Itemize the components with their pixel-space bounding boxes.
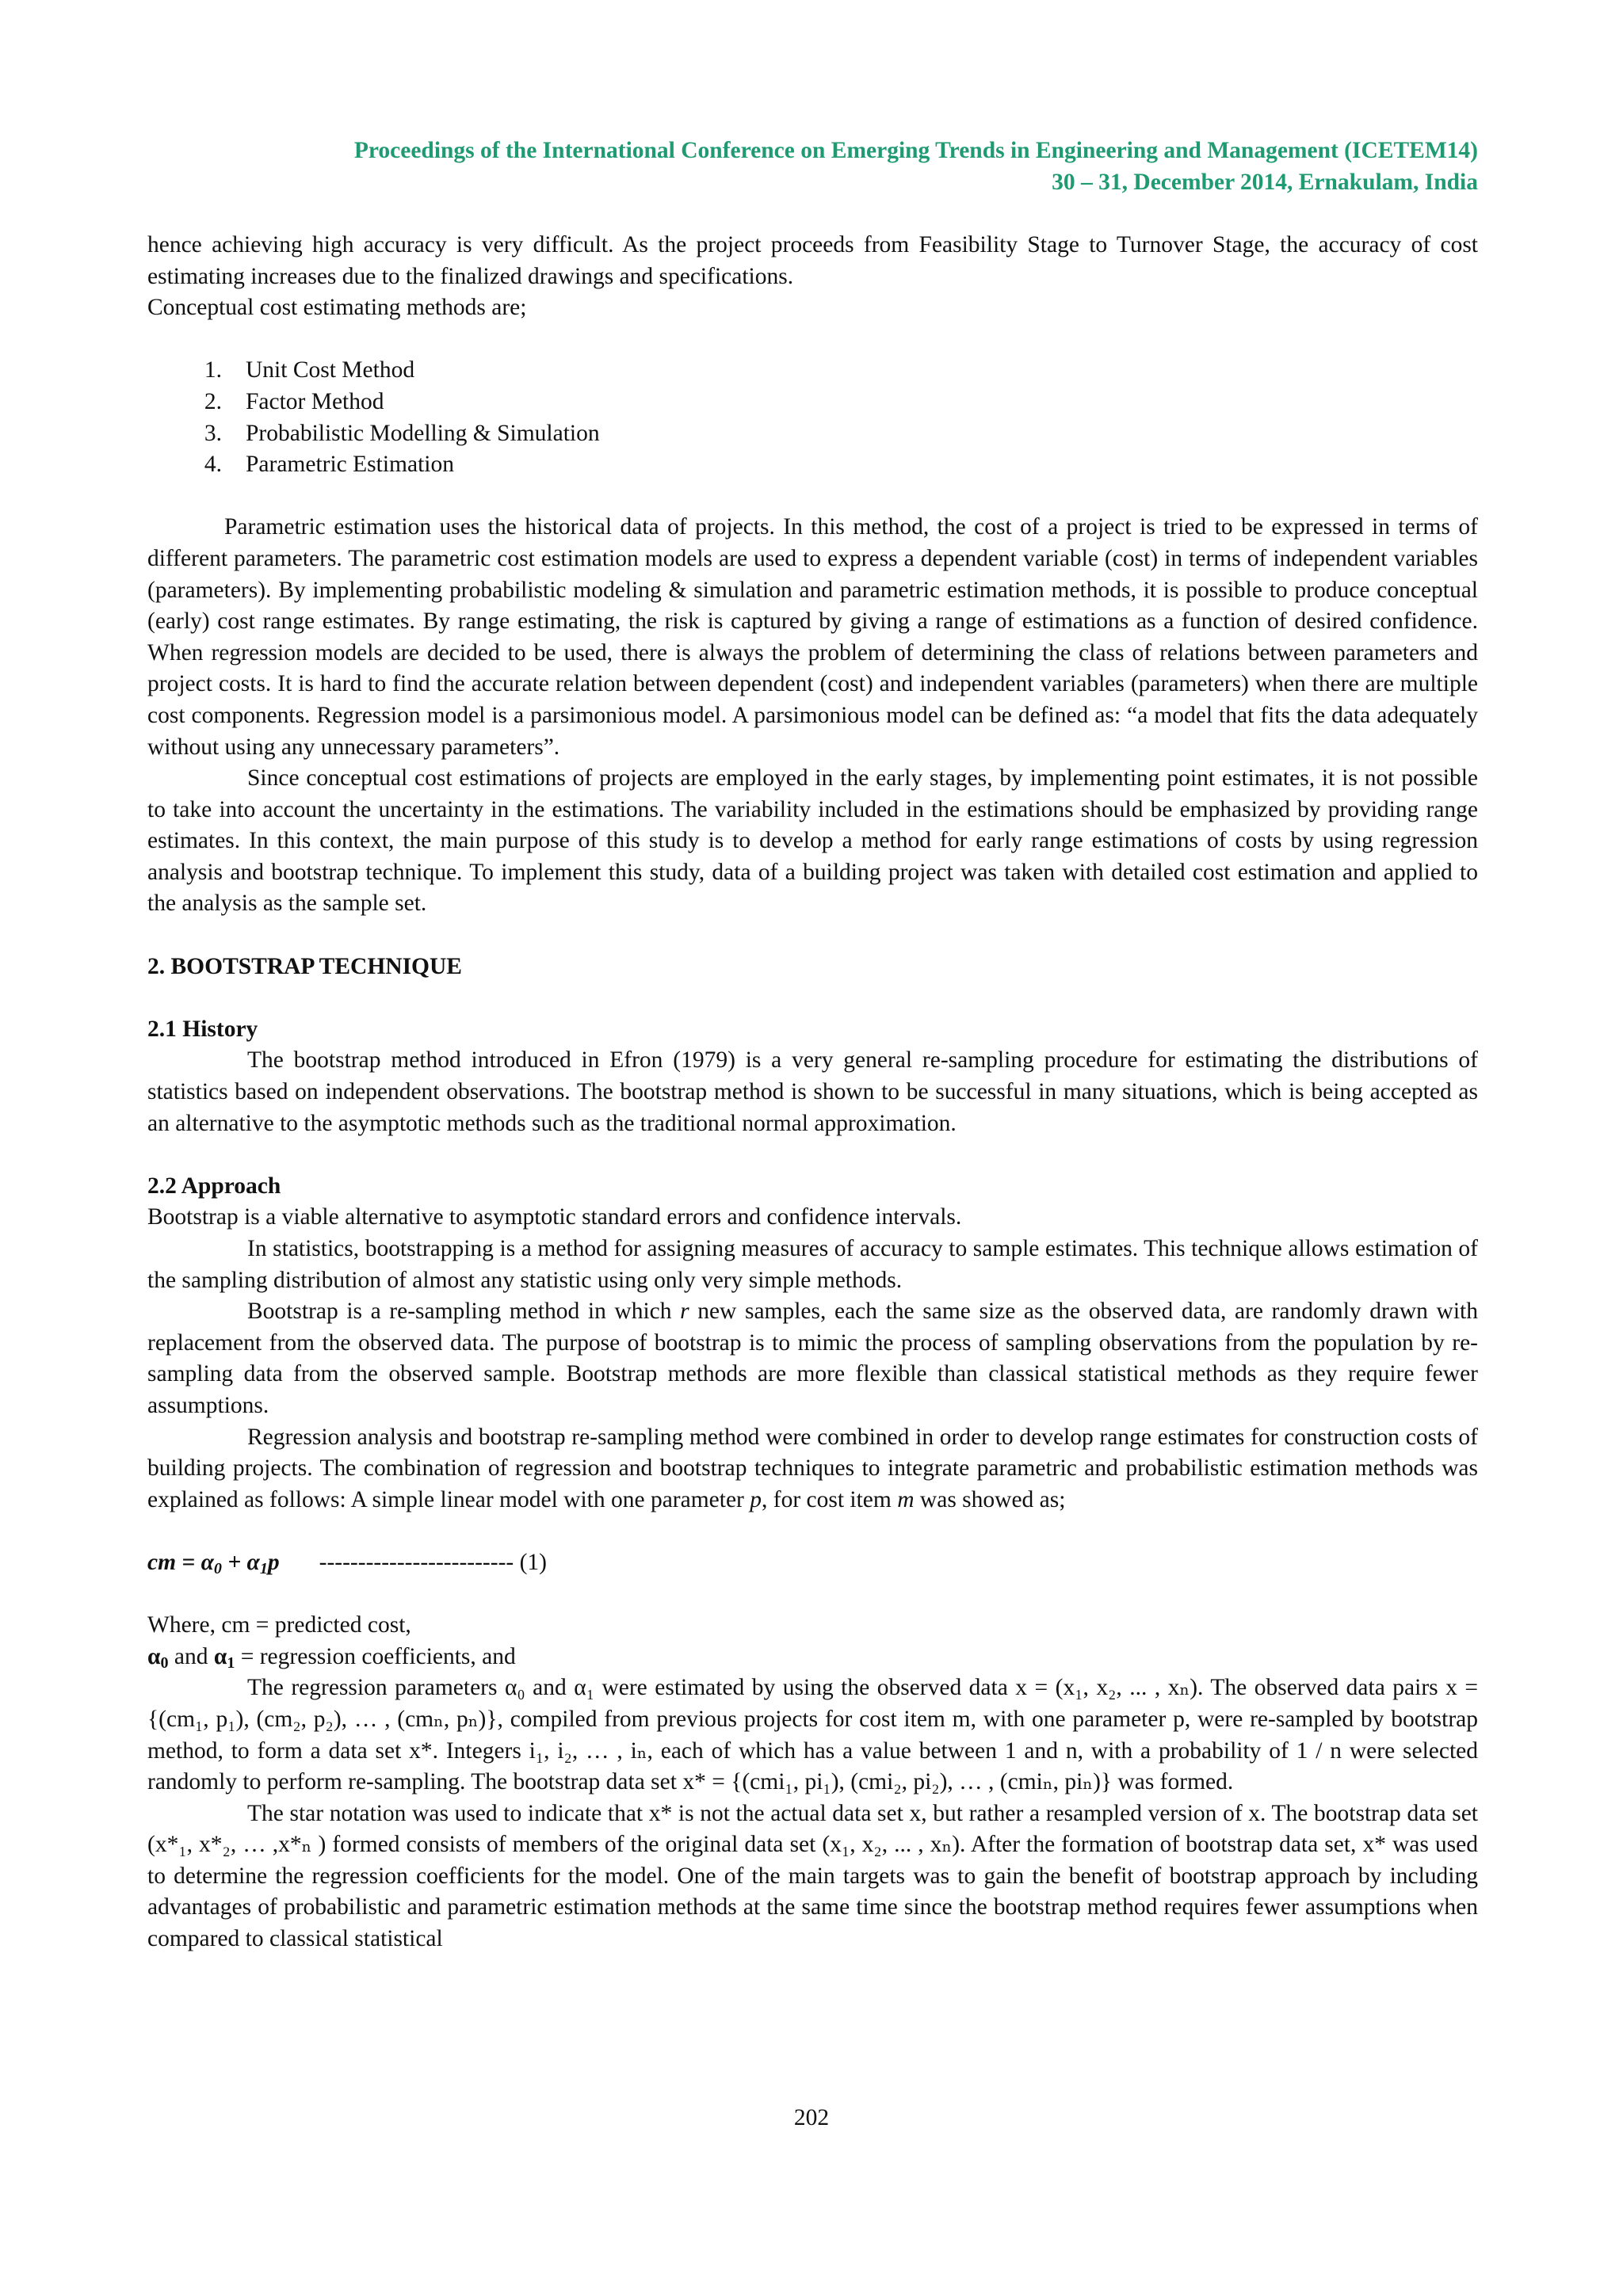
body-text: [147, 230, 1478, 1955]
approach-paragraph-2: In statistics, bootstrapping is a method for assigning measures of accuracy to sample estimates. This technique allows estimation of the sampling distribution of almost any statistic using only very simple methods.: [147, 1236, 1478, 1293]
equation-1: cm = $\alpha_0 + \alpha_1p$ ------------------------- (1): [147, 1549, 547, 1577]
subsection-heading-approach: 2.2 Approach: [147, 1173, 281, 1199]
proceedings-header: [147, 135, 1478, 198]
regression-paragraph-1: The regression parameters α₀ and α₁ were estimated by using the observed data x = (x₁, x₂, ... , xₙ). The observed data pairs x = {(cm₁, p₁), (cm₂, p₂), … , (cmₙ, pₙ)}, compiled from previous projects for cost item m, with one parameter p, were re-sampled by bootstrap method, to form a data set x*. Integers i₁, i₂, … , iₙ, each of which has a value between 1 and n, with a probability of 1 / n were selected randomly to perform re-sampling. The bootstrap data set x* = {(cmi₁, pi₁), (cmi₂, pi₂), … , (cmiₙ, piₙ)} was formed.: [147, 1675, 1478, 1795]
subsection-heading-history: 2.1 History: [147, 1016, 258, 1042]
intro-paragraph: hence achieving high accuracy is very difficult. As the project proceeds from Feasibility Stage to Turnover Stage, the accuracy of cost estimating increases due to the finalized drawings and specifications.: [147, 232, 1478, 289]
list-item: 2. Factor Method: [204, 388, 384, 414]
range-estimate-paragraph: Since conceptual cost estimations of projects are employed in the early stages, by implementing point estimates, it is not possible to take into account the uncertainty in the estimations. The variability included in the estimations should be emphasized by providing range estimates. In this context, the main purpose of this study is to develop a method for early range estimations of costs by using regression analysis and bootstrap technique. To implement this study, data of a building project was taken with detailed cost estimation and applied to the analysis as the sample set.: [147, 765, 1478, 917]
approach-paragraph-3: Bootstrap is a re-sampling method in which r new samples, each the same size as the observed data, are randomly drawn with replacement from the observed data. The purpose of bootstrap is to mimic the process of sampling observations from the population by re-sampling data from the observed sample. Bootstrap methods are more flexible than classical statistical methods as they require fewer assumptions.: [147, 1299, 1478, 1418]
parametric-paragraph: Parametric estimation uses the historical data of projects. In this method, the cost of a project is tried to be expressed in terms of different parameters. The parametric cost estimation models are used to express a dependent variable (cost) in terms of independent variables (parameters). By implementing probabilistic modeling & simulation and parametric estimation methods, it is possible to produce conceptual (early) cost range estimates. By range estimating, the risk is captured by giving a range of estimations as a function of desired confidence. When regression models are decided to be used, there is always the problem of determining the class of relations between parameters and project costs. It is hard to find the accurate relation between dependent (cost) and independent variables (parameters) when there are multiple cost components. Regression model is a parsimonious model. A parsimonious model can be defined as: “a model that fits the data adequately without using any unnecessary parameters”.: [147, 514, 1478, 760]
list-item: 1. Unit Cost Method: [204, 357, 415, 383]
section-heading: 2. BOOTSTRAP TECHNIQUE: [147, 953, 462, 979]
page-number: 202: [793, 2105, 830, 2130]
regression-paragraph-2: The star notation was used to indicate that x* is not the actual data set x, but rather a resampled version of x. The bootstrap data set (x*₁, x*₂, … ,x*ₙ ) formed consists of members of the original data set (x₁, x₂, ... , xₙ). After the formation of bootstrap data set, x* was used to determine the regression coefficients for the model. One of the main targets was to gain the benefit of bootstrap approach by including advantages of probabilistic and parametric estimation methods at the same time since the bootstrap method requires fewer assumptions when compared to classical statistical: [147, 1800, 1478, 1952]
where-line: Where, cm = predicted cost,: [147, 1612, 411, 1638]
methods-list: [147, 355, 1478, 480]
history-paragraph: The bootstrap method introduced in Efron (1979) is a very general re-sampling procedure for estimating the distributions of statistics based on independent observations. The bootstrap method is shown to be successful in many situations, which is being accepted as an alternative to the asymptotic methods such as the traditional normal approximation.: [147, 1047, 1478, 1136]
approach-paragraph-4: Regression analysis and bootstrap re-sampling method were combined in order to develop range estimates for construction costs of building projects. The combination of regression and bootstrap techniques to integrate parametric and probabilistic estimation methods was explained as follows: A simple linear model with one parameter p, for cost item m was showed as;: [147, 1424, 1478, 1512]
header-line-2: 30 – 31, December 2014, Ernakulam, India: [1052, 170, 1478, 195]
list-item: 3. Probabilistic Modelling & Simulation: [204, 420, 600, 446]
list-item: 4. Parametric Estimation: [204, 452, 454, 478]
coefficients-line: $\alpha_0$ and $\alpha_1$ = regression coefficients, and: [147, 1643, 516, 1672]
header-line-1: Proceedings of the International Conference on Emerging Trends in Engineering and Management (ICETEM14): [353, 138, 1478, 163]
methods-lead-in: Conceptual cost estimating methods are;: [147, 295, 527, 321]
approach-paragraph-1: Bootstrap is a viable alternative to asymptotic standard errors and confidence intervals.: [147, 1204, 962, 1230]
